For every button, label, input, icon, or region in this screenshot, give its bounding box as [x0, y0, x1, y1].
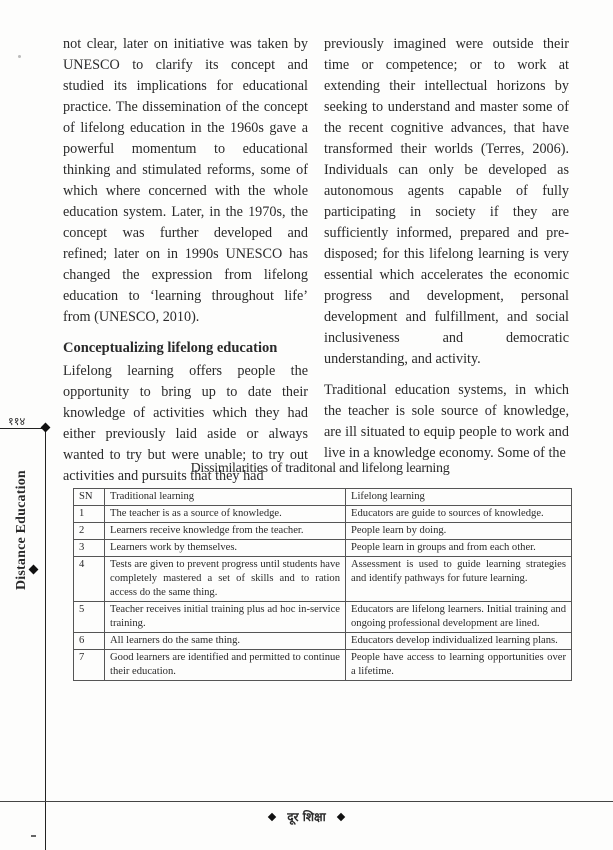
cell-lifelong: Educators are guide to sources of knowledge.	[346, 506, 572, 523]
diamond-icon	[29, 565, 39, 575]
left-column	[63, 34, 308, 487]
cell-traditional: The teacher is as a source of knowledge.	[105, 506, 346, 523]
table-row	[74, 523, 572, 540]
footer-rule	[0, 801, 613, 802]
cell-sn: 4	[74, 557, 105, 602]
cell-sn: 2	[74, 523, 105, 540]
cell-lifelong: People learn in groups and from each other.	[346, 540, 572, 557]
scan-speck	[18, 55, 21, 58]
cell-traditional: Tests are given to prevent progress until students have completely mastered a set of skills and to ration access do the same thing.	[105, 557, 346, 602]
diamond-icon	[336, 812, 344, 820]
page-footer	[0, 808, 613, 825]
section-heading: Conceptualizing lifelong education	[63, 340, 278, 356]
cell-lifelong: People learn by doing.	[346, 523, 572, 540]
cell-lifelong: Educators develop individualized learning plans.	[346, 633, 572, 650]
table-row	[74, 506, 572, 523]
cell-sn: 5	[74, 602, 105, 633]
footer-title: दूर शिक्षा	[287, 810, 326, 824]
cell-traditional: All learners do the same thing.	[105, 633, 346, 650]
diamond-icon	[41, 423, 51, 433]
table-header-row	[74, 489, 572, 506]
cell-sn: 1	[74, 506, 105, 523]
page-number: ११४	[8, 415, 26, 428]
table-row	[74, 540, 572, 557]
cell-traditional: Teacher receives initial training plus ad hoc in-service training.	[105, 602, 346, 633]
scan-mark	[31, 835, 36, 837]
table-row	[74, 633, 572, 650]
cell-traditional: Good learners are identified and permitted to continue their education.	[105, 650, 346, 681]
right-paragraph-2: Traditional education systems, in which the teacher is sole source of knowledge, are ill situated to equip people to work and live in a knowledge economy. Some of the	[324, 382, 569, 461]
cell-sn: 7	[74, 650, 105, 681]
header-sn: SN	[74, 489, 105, 506]
comparison-table	[73, 488, 572, 681]
header-traditional: Traditional learning	[105, 489, 346, 506]
left-paragraph-1: not clear, later on initiative was taken by UNESCO to clarify its concept and studied its implications for educational practice. The dissemination of the concept of lifelong education in the 1960s gave a powerful momentum to educational thinking and stimulated reforms, some of which where concerned with the whole education system. Later, in the 1970s, the concept was further developed and refined; later on in 1990s UNESCO has changed the expression from lifelong education to ‘learning throughout life’ from (UNESCO, 2010).	[63, 36, 308, 325]
margin-rule-vertical	[45, 430, 46, 850]
table-row	[74, 650, 572, 681]
cell-lifelong: People have access to learning opportunities over a lifetime.	[346, 650, 572, 681]
cell-traditional: Learners receive knowledge from the teacher.	[105, 523, 346, 540]
left-paragraph-2: Lifelong learning offers people the opportunity to bring up to date their knowledge of activities which they had either previously laid aside or always wanted to try but were unable; to try out activities and pursuits that they had	[63, 363, 308, 484]
table-row	[74, 602, 572, 633]
cell-lifelong: Assessment is used to guide learning strategies and identify pathways for future learning.	[346, 557, 572, 602]
diamond-icon	[268, 812, 276, 820]
cell-lifelong: Educators are lifelong learners. Initial training and ongoing professional development are lined.	[346, 602, 572, 633]
right-column	[324, 34, 569, 464]
table-row	[74, 557, 572, 602]
cell-traditional: Learners work by themselves.	[105, 540, 346, 557]
cell-sn: 6	[74, 633, 105, 650]
running-section-title: Distance Education	[14, 470, 29, 590]
header-lifelong: Lifelong learning	[346, 489, 572, 506]
cell-sn: 3	[74, 540, 105, 557]
right-paragraph-1: previously imagined were outside their time or competence; or to work at extending their intellectual horizons by seeking to understand and master some of the recent cognitive advances, that have transformed their worlds (Terres, 2006). Individuals can only be developed as autonomous agents capable of fully participating in society if they are sufficiently informed, prepared and pre-disposed; for this lifelong learning is very essential which accelerates the economic progress and development, personal development and fulfillment, and social inclusiveness and democratic understanding, and activity.	[324, 36, 569, 367]
table-caption: Dissimilarities of traditonal and lifelong learning	[190, 461, 450, 476]
